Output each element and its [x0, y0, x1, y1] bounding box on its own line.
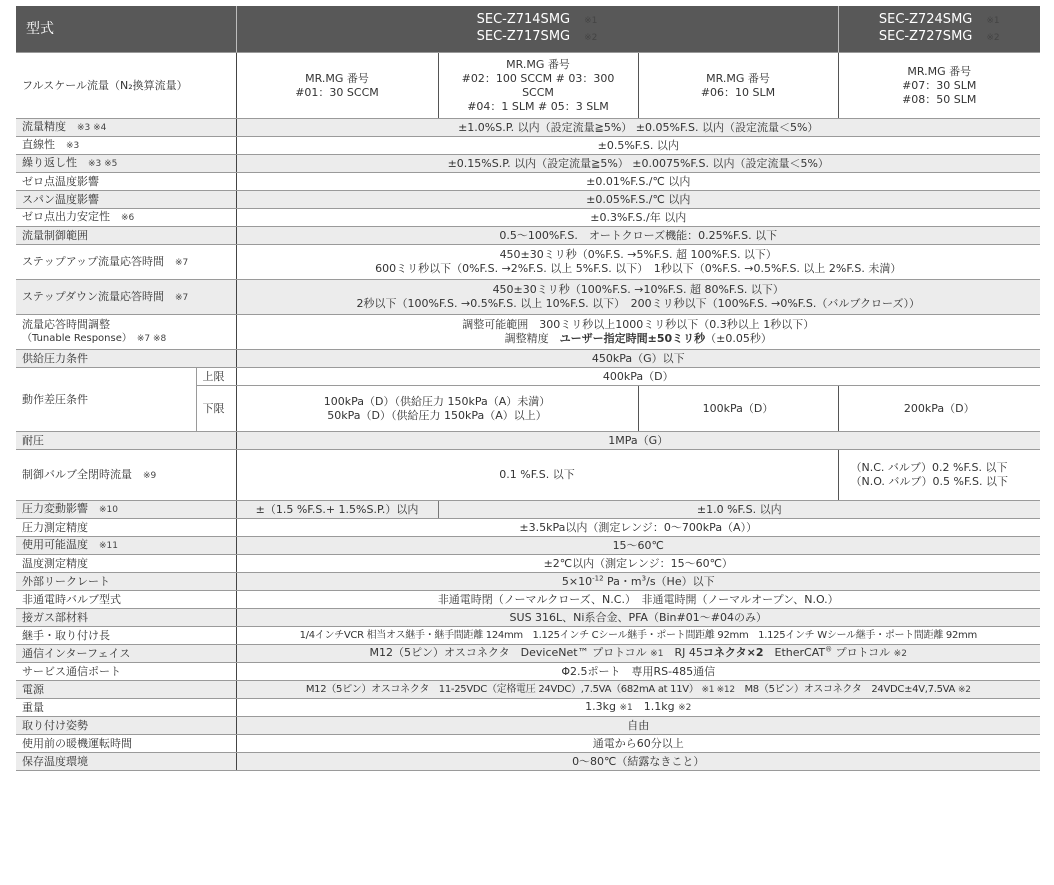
row-value: 非通電時閉（ノーマルクローズ、N.C.） 非通電時開（ノーマルオープン、N.O.） — [236, 591, 1040, 609]
row-comm-interface — [16, 645, 1040, 663]
row-tunable: 流量応答時間調整 （Tunable Response） ※7 ※8 調整可能範囲 300ミリ秒以上1000ミリ秒以下（0.3秒以上 1秒以下） 調整精度 ユーザー指定時間±50ミリ秒（±0.05秒） — [16, 315, 1040, 350]
row-value: ±0.01%F.S./℃ 以内 — [236, 173, 1040, 191]
row-linearity: 直線性 ※3 ±0.5%F.S. 以内 — [16, 137, 1040, 155]
row-value: ±1.0%S.P. 以内（設定流量≧5%） ±0.05%F.S. 以内（設定流量＜5%） — [236, 119, 1040, 137]
spec-table — [16, 6, 1040, 771]
row-label: 外部リークレート — [16, 573, 236, 591]
row-value: ±0.5%F.S. 以内 — [236, 137, 1040, 155]
row-value: Φ2.5ポート 専用RS-485通信 — [236, 663, 1040, 681]
row-service-port — [16, 663, 1040, 681]
row-value: 450±30ミリ秒（0%F.S. →5%F.S. 超 100%F.S. 以下） 600ミリ秒以下（0%F.S. →2%F.S. 以上 5%F.S. 以下） 1秒以下（0%F.S. →0.5%F.S. 以上 2%F.S. 未満） — [236, 245, 1040, 280]
row-label: 重量 — [16, 699, 236, 717]
row-fitting — [16, 627, 1040, 645]
fullscale-cell-1: MR.MG 番号 #01：30 SCCM — [236, 53, 438, 119]
row-pressure-effect: 圧力変動影響 ※10 ±（1.5 %F.S.+ 1.5%S.P.）以内 ±1.0 %F.S. 以内 — [16, 501, 1040, 519]
row-temp-accuracy — [16, 555, 1040, 573]
row-value: ±3.5kPa以内（測定レンジ：0〜700kPa（A）） — [236, 519, 1040, 537]
row-valve-type — [16, 591, 1040, 609]
row-span-temp — [16, 191, 1040, 209]
row-mounting — [16, 717, 1040, 735]
row-value: 0.1 %F.S. 以下 — [236, 450, 838, 501]
row-value-2: （N.C. バルブ）0.2 %F.S. 以下 （N.O. バルブ）0.5 %F.S. 以下 — [838, 450, 1040, 501]
row-label: 供給圧力条件 — [16, 350, 236, 368]
row-label: ステップダウン流量応答時間 — [22, 289, 165, 303]
row-label: 非通電時バルブ型式 — [16, 591, 236, 609]
row-label: 流量制御範囲 — [16, 227, 236, 245]
sub-label-upper: 上限 — [196, 368, 236, 386]
row-label: 耐圧 — [16, 432, 236, 450]
lower-value-2: 100kPa（D） — [638, 386, 838, 432]
row-label: 継手・取り付け長 — [16, 627, 236, 645]
fullscale-cell-4: MR.MG 番号 #07：30 SLM #08：50 SLM — [838, 53, 1040, 119]
row-label: 接ガス部材料 — [16, 609, 236, 627]
row-valve-closed-flow: 制御バルブ全閉時流量 ※9 0.1 %F.S. 以下 （N.C. バルブ）0.2 %F.S. 以下 （N.O. バルブ）0.5 %F.S. 以下 — [16, 450, 1040, 501]
lower-value-3: 200kPa（D） — [838, 386, 1040, 432]
row-value: M12（5ピン）オスコネクタ DeviceNet™ プロトコル ※1 RJ 45コネクタ×2 EtherCAT® プロトコル ※2 — [236, 645, 1040, 663]
row-label: 電源 — [16, 681, 236, 699]
row-label: 取り付け姿勢 — [16, 717, 236, 735]
row-label: ゼロ点温度影響 — [16, 173, 236, 191]
row-label: サービス通信ポート — [16, 663, 236, 681]
model-group-1: SEC-Z714SMG ※1 SEC-Z717SMG ※2 — [236, 6, 838, 53]
row-zero-temp — [16, 173, 1040, 191]
row-warmup — [16, 735, 1040, 753]
row-label: 使用可能温度 — [22, 538, 88, 551]
row-label: 制御バルブ全閉時流量 — [22, 467, 132, 481]
row-value: ±2℃以内（測定レンジ：15〜60℃） — [236, 555, 1040, 573]
row-power — [16, 681, 1040, 699]
row-proof-pressure — [16, 432, 1040, 450]
row-value-2: ±1.0 %F.S. 以内 — [438, 501, 1040, 519]
row-accuracy: 流量精度 ※3 ※4 ±1.0%S.P. 以内（設定流量≧5%） ±0.05%F.S. 以内（設定流量＜5%） — [16, 119, 1040, 137]
row-value: ±0.15%S.P. 以内（設定流量≧5%） ±0.0075%F.S. 以内（設定流量＜5%） — [236, 155, 1040, 173]
row-value: 0.5〜100%F.S. オートクローズ機能：0.25%F.S. 以下 — [236, 227, 1040, 245]
row-value: ±0.3%F.S./年 以内 — [236, 209, 1040, 227]
row-label: 圧力変動影響 — [22, 502, 88, 515]
row-value: $5\times 10^{-12}$ Pa・$m^3/s(He)$以下 — [236, 573, 1040, 591]
row-label: 通信インターフェイス — [16, 645, 236, 663]
row-label: ステップアップ流量応答時間 — [22, 254, 165, 268]
row-label: スパン温度影響 — [16, 191, 236, 209]
row-pressure-accuracy — [16, 519, 1040, 537]
row-label: 直線性 — [22, 138, 55, 151]
row-label: 使用前の暖機運転時間 — [16, 735, 236, 753]
sub-label-lower: 下限 — [196, 386, 236, 432]
row-value: 450±30ミリ秒（100%F.S. →10%F.S. 超 80%F.S. 以下） 2秒以下（100%F.S. →0.5%F.S. 以上 10%F.S. 以下） 200ミリ秒以下（100%F.S. →0%F.S.（バルブクローズ）） — [236, 280, 1040, 315]
model-header-label: 型式 — [16, 6, 236, 53]
row-weight — [16, 699, 1040, 717]
row-value: ±0.05%F.S./℃ 以内 — [236, 191, 1040, 209]
row-temp-range: 使用可能温度 ※11 15〜60℃ — [16, 537, 1040, 555]
row-label: 保存温度環境 — [16, 753, 236, 771]
row-step-up: ステップアップ流量応答時間 ※7 450±30ミリ秒（0%F.S. →5%F.S. 超 100%F.S. 以下） 600ミリ秒以下（0%F.S. →2%F.S. 以上 5%F.S. 以下） 1秒以下（0%F.S. →0.5%F.S. 以上 2%F.S. 未満） — [16, 245, 1040, 280]
row-value: 1.3kg ※1 1.1kg ※2 — [236, 699, 1040, 717]
row-value: SUS 316L、Ni系合金、PFA（Bin#01〜#04のみ） — [236, 609, 1040, 627]
row-value: 450kPa（G）以下 — [236, 350, 1040, 368]
row-value: 400kPa（D） — [236, 368, 1040, 386]
row-value: 1/4インチVCR 相当オス継手・継手間距離 124mm 1.125インチ Cシール継手・ポート間距離 92mm 1.125インチ Wシール継手・ポート間距離 92mm — [236, 627, 1040, 645]
row-label: 流量応答時間調整 — [22, 318, 110, 331]
lower-value-1: 100kPa（D）（供給圧力 150kPa（A）未満） 50kPa（D）（供給圧力 150kPa（A）以上） — [236, 386, 638, 432]
row-control-range — [16, 227, 1040, 245]
row-value: 0〜80℃（結露なきこと） — [236, 753, 1040, 771]
row-label: 動作差圧条件 — [16, 368, 196, 432]
row-label: 温度測定精度 — [16, 555, 236, 573]
row-value: 調整可能範囲 300ミリ秒以上1000ミリ秒以下（0.3秒以上 1秒以下） 調整精度 ユーザー指定時間±50ミリ秒（±0.05秒） — [236, 315, 1040, 350]
header-row — [16, 6, 1040, 53]
model-group-2: SEC-Z724SMG ※1 SEC-Z727SMG ※2 — [838, 6, 1040, 53]
row-fullscale — [16, 53, 1040, 119]
fullscale-cell-2: MR.MG 番号 #02：100 SCCM # 03：300 SCCM #04：1 SLM # 05：3 SLM — [438, 53, 638, 119]
row-wetted-material — [16, 609, 1040, 627]
fullscale-cell-3: MR.MG 番号 #06：10 SLM — [638, 53, 838, 119]
row-value: 1MPa（G） — [236, 432, 1040, 450]
row-value: 通電から60分以上 — [236, 735, 1040, 753]
row-repeatability: 繰り返し性 ※3 ※5 ±0.15%S.P. 以内（設定流量≧5%） ±0.0075%F.S. 以内（設定流量＜5%） — [16, 155, 1040, 173]
row-label: フルスケール流量（N₂換算流量） — [16, 53, 236, 119]
row-storage-temp — [16, 753, 1040, 771]
row-diff-pressure-upper — [16, 368, 1040, 386]
row-value: 自由 — [236, 717, 1040, 735]
row-label: 流量精度 — [22, 120, 66, 133]
row-label: 圧力測定精度 — [16, 519, 236, 537]
row-leak-rate — [16, 573, 1040, 591]
row-value: M12（5ピン）オスコネクタ 11-25VDC（定格電圧 24VDC）,7.5VA（682mA at 11V） ※1 ※12 M8（5ピン）オスコネクタ 24VDC±4V,7.5VA ※2 — [236, 681, 1040, 699]
row-label: 繰り返し性 — [22, 156, 77, 169]
row-label: ゼロ点出力安定性 — [22, 210, 110, 223]
row-value-1: ±（1.5 %F.S.+ 1.5%S.P.）以内 — [236, 501, 438, 519]
row-value: 15〜60℃ — [236, 537, 1040, 555]
row-step-down: ステップダウン流量応答時間 ※7 450±30ミリ秒（100%F.S. →10%F.S. 超 80%F.S. 以下） 2秒以下（100%F.S. →0.5%F.S. 以上 10%F.S. 以下） 200ミリ秒以下（100%F.S. →0%F.S.（バルブクローズ）） — [16, 280, 1040, 315]
row-supply-pressure — [16, 350, 1040, 368]
row-zero-stability: ゼロ点出力安定性 ※6 ±0.3%F.S./年 以内 — [16, 209, 1040, 227]
